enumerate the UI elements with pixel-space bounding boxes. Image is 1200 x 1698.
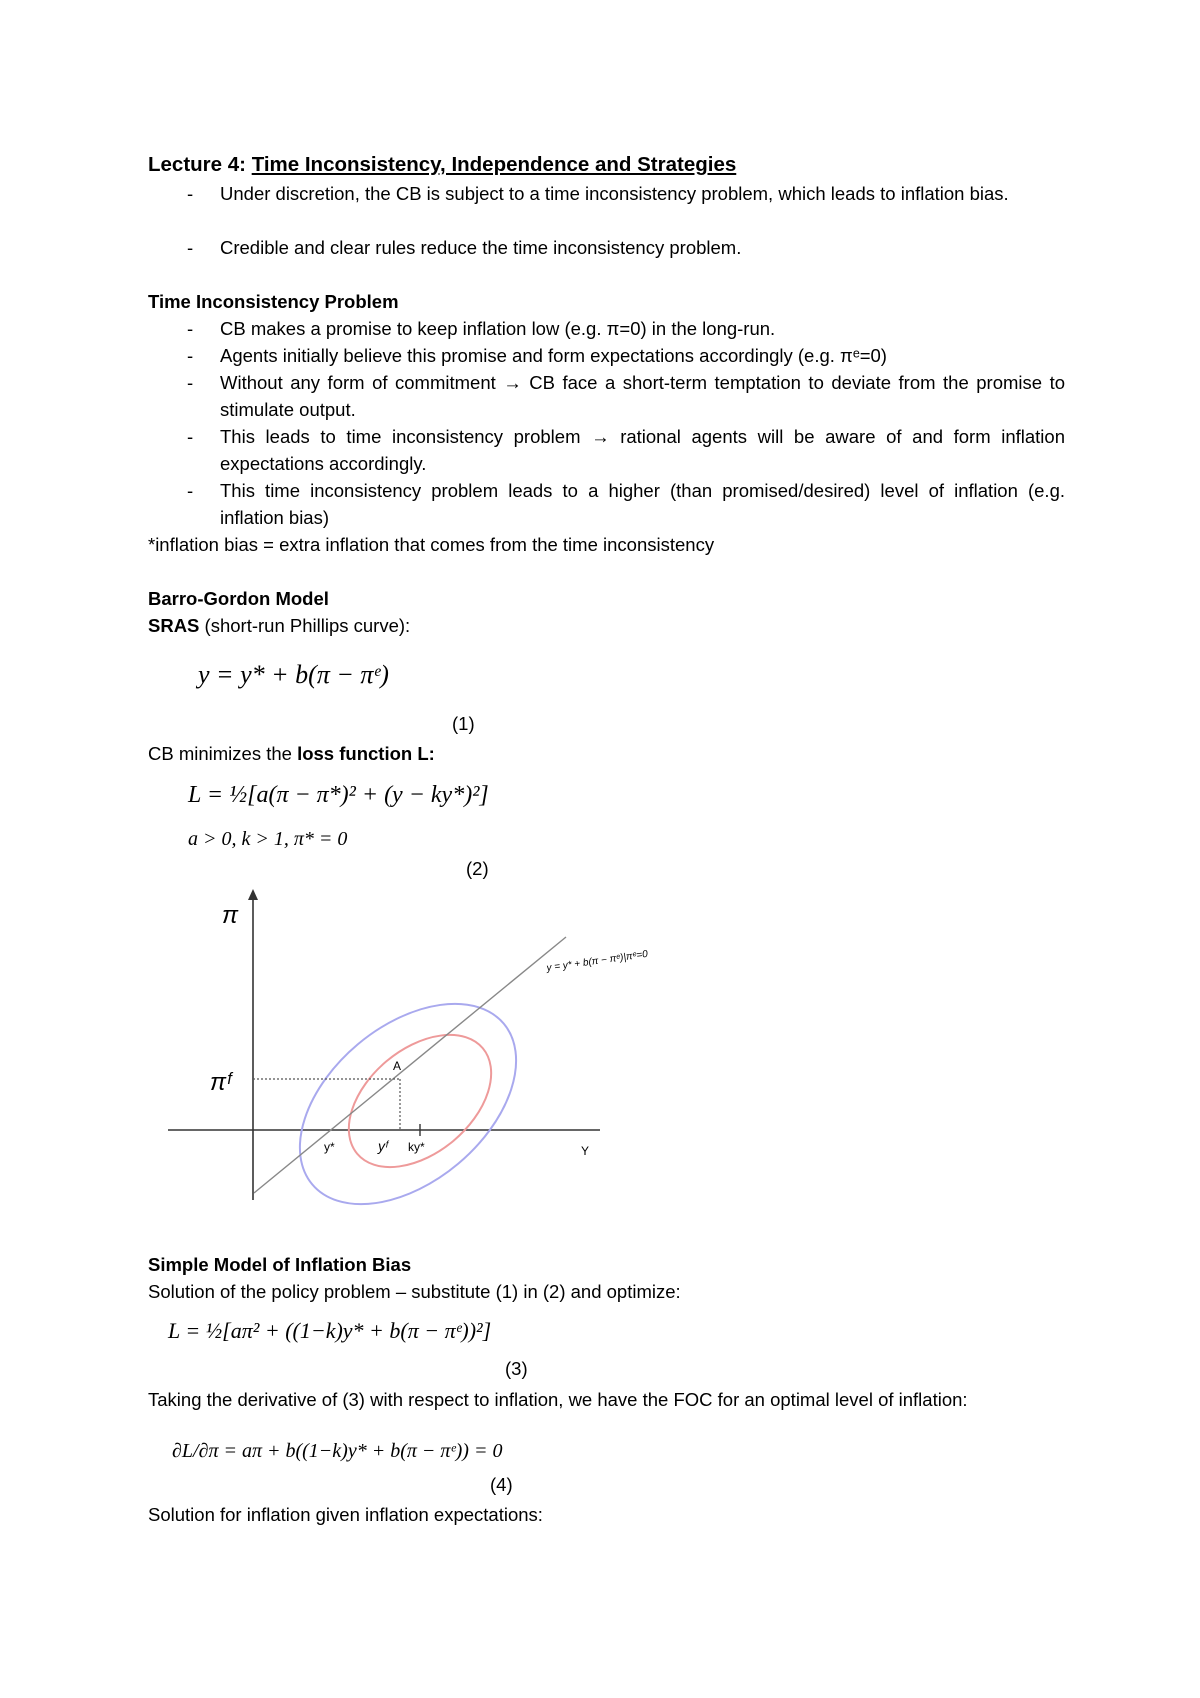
sras-label: SRAS xyxy=(148,615,200,636)
bullet-dash: - xyxy=(187,372,194,393)
sras-line xyxy=(254,937,566,1193)
equation-1-number: (1) xyxy=(452,713,475,734)
equation-3: L = ½[aπ² + ((1−k)y* + b(π − πᵉ))²] xyxy=(168,1318,492,1343)
equation-4: ∂L/∂π = aπ + b((1−k)y* + b(π − πᵉ)) = 0 xyxy=(172,1440,503,1462)
foc-text: Taking the derivative of (3) with respect to inflation, we have the FOC for an optimal level of inflation: xyxy=(148,1389,968,1410)
tip-bullet-1: CB makes a promise to keep inflation low (e.g. π=0) in the long-run. xyxy=(220,318,776,339)
simple-intro: Solution of the policy problem – substitute (1) in (2) and optimize: xyxy=(148,1281,681,1302)
equation-2: L = ½[a(π − π*)² + (y − ky*)²] xyxy=(188,782,489,808)
lecture-topic: Time Inconsistency, Independence and Strategies xyxy=(251,153,737,176)
point-a-label: A xyxy=(393,1059,402,1073)
lecture-bullet-2: Credible and clear rules reduce the time inconsistency problem. xyxy=(220,237,742,258)
equation-2-conditions: a > 0, k > 1, π* = 0 xyxy=(188,828,348,850)
tip-heading: Time Inconsistency Problem xyxy=(148,291,399,312)
bullet-dash: - xyxy=(187,345,194,366)
simple-heading: Simple Model of Inflation Bias xyxy=(148,1254,412,1275)
final-text: Solution for inflation given inflation expectations: xyxy=(148,1504,543,1525)
tip-bullet-3: Without any form of commitment → CB face a short-term temptation to deviate from the promise to stimulate output. xyxy=(220,372,1065,420)
tip-note: *inflation bias = extra inflation that comes from the time inconsistency xyxy=(148,534,715,555)
loss-intro: CB minimizes the xyxy=(148,743,298,764)
tip-bullet-2: Agents initially believe this promise and form expectations accordingly (e.g. πᵉ=0) xyxy=(220,345,887,366)
ky-star-label: ky* xyxy=(408,1140,425,1154)
bullet-dash: - xyxy=(187,183,194,204)
equation-1: y = y* + b(π − πᵉ) xyxy=(198,660,389,689)
loss-label: loss function L: xyxy=(297,743,435,764)
bullet-dash: - xyxy=(187,480,194,501)
bullet-dash: - xyxy=(187,318,194,339)
sras-line-label: y = y* + b(π − πᵉ)|πᵉ=0 xyxy=(545,948,649,974)
y-axis-arrowhead xyxy=(248,889,258,900)
loss-line xyxy=(148,740,435,767)
pi-f-label: πᶠ xyxy=(210,1069,232,1096)
y-axis-label: π xyxy=(222,902,239,929)
x-axis-label: Y xyxy=(581,1144,590,1158)
lecture-label: Lecture 4: xyxy=(148,153,246,176)
tip-bullet-4: This leads to time inconsistency problem → rational agents will be aware of and form inflation expectations accordingly. xyxy=(220,426,1065,474)
y-star-label: y* xyxy=(324,1140,335,1154)
lecture-title xyxy=(148,151,736,178)
equation-2-number: (2) xyxy=(466,858,489,879)
tip-bullet-5: This time inconsistency problem leads to a higher (than promised/desired) level of inflation (e.g. inflation bias) xyxy=(220,480,1065,528)
equation-4-number: (4) xyxy=(490,1474,513,1495)
barro-gordon-graph xyxy=(160,885,740,1215)
inner-indifference-curve xyxy=(324,1008,516,1193)
bullet-dash: - xyxy=(187,237,194,258)
outer-indifference-curve xyxy=(262,964,554,1215)
bg-heading: Barro-Gordon Model xyxy=(148,588,329,609)
equation-3-number: (3) xyxy=(505,1358,528,1379)
sras-desc: (short-run Phillips curve): xyxy=(199,615,411,636)
bullet-dash: - xyxy=(187,426,194,447)
y-f-label: yᶠ xyxy=(378,1138,388,1154)
sras-line xyxy=(148,612,410,639)
lecture-bullet-1: Under discretion, the CB is subject to a time inconsistency problem, which leads to inflation bias. xyxy=(220,183,1009,204)
